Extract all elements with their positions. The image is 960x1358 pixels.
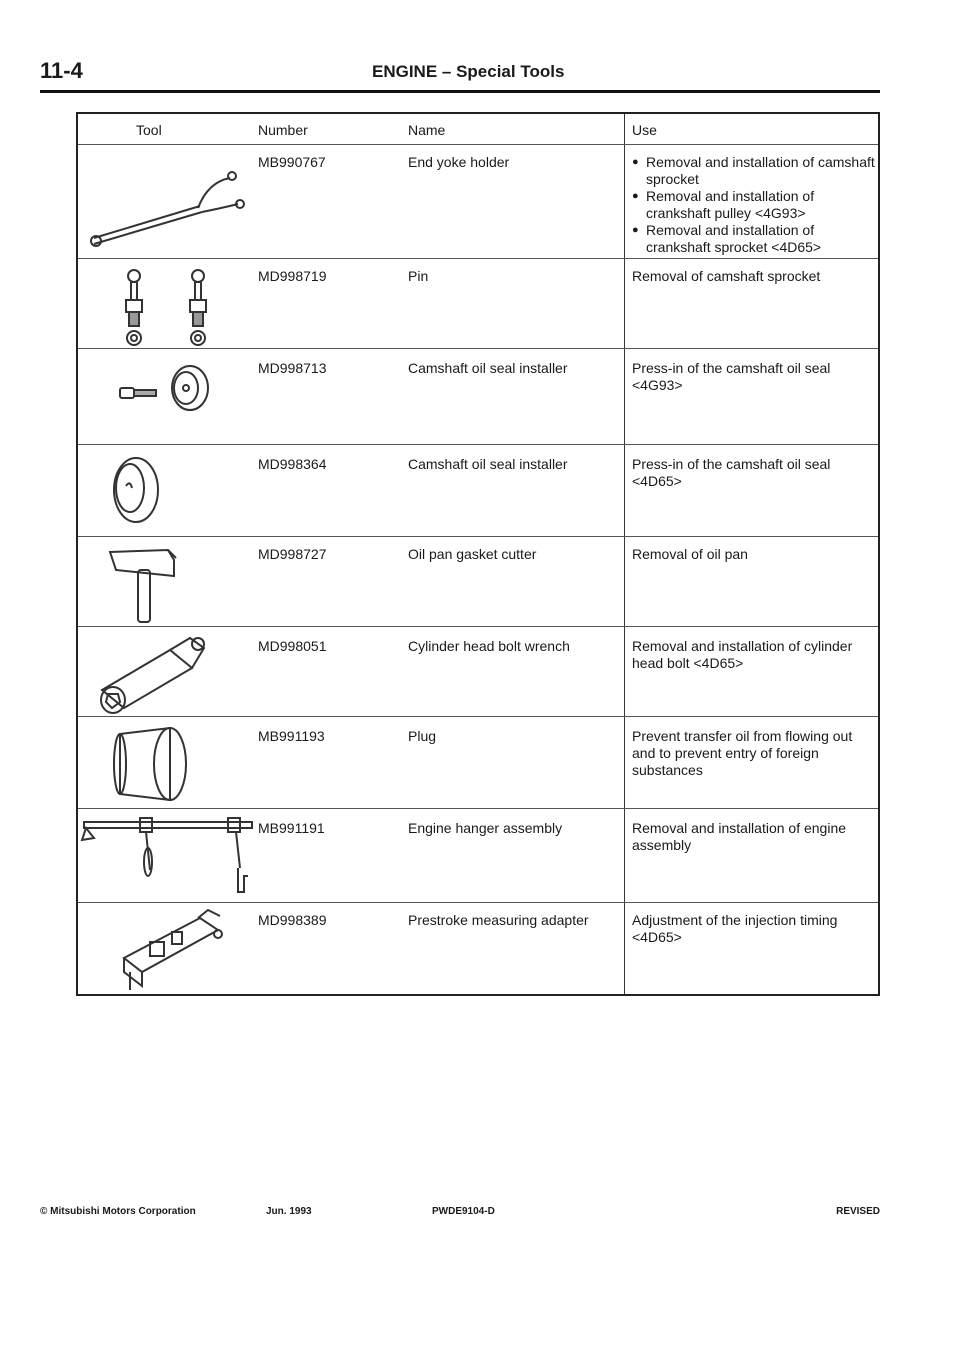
tool-use: [632, 820, 876, 854]
tool-name: Pin: [408, 268, 429, 284]
measuring-adapter-icon: [80, 906, 256, 990]
tool-use: [632, 912, 876, 946]
page-title: ENGINE – Special Tools: [372, 62, 565, 81]
engine-hanger-icon: [80, 812, 256, 896]
use-item: Removal of camshaft sprocket: [632, 268, 821, 284]
header-rule: [40, 90, 880, 93]
use-item: Removal of oil pan: [632, 546, 748, 562]
use-item: Press-in of the camshaft oil seal <4G93>: [632, 360, 831, 393]
end-yoke-holder-icon: [80, 164, 256, 248]
row-divider: [78, 536, 878, 537]
plug-icon: [80, 720, 256, 804]
socket-wrench-icon: [80, 630, 256, 714]
tool-name: Prestroke measuring adapter: [408, 912, 589, 928]
pin-icon: [80, 264, 256, 348]
header-number: Number: [258, 122, 308, 138]
tool-number: MD998364: [258, 456, 327, 472]
use-item: Adjustment of the injection timing <4D65>: [632, 912, 838, 945]
tool-number: MB991193: [258, 728, 325, 744]
tool-use: [632, 154, 876, 256]
tool-number: MB991191: [258, 820, 325, 836]
tool-use: [632, 268, 876, 285]
tool-name: End yoke holder: [408, 154, 510, 170]
tool-number: MB990767: [258, 154, 326, 170]
footer-code: PWDE9104-D: [432, 1206, 495, 1217]
tool-number: MD998713: [258, 360, 327, 376]
use-item: ● Removal and installation of crankshaft pulley <4G93>: [632, 188, 876, 222]
header-name: Name: [408, 122, 446, 138]
special-tools-table: [76, 112, 880, 996]
row-divider: [78, 808, 878, 809]
tool-number: MD998389: [258, 912, 327, 928]
use-item: Removal and installation of cylinder head bolt <4D65>: [632, 638, 853, 671]
tool-name: Camshaft oil seal installer: [408, 456, 568, 472]
page-number: 11-4: [40, 58, 83, 83]
tool-use: [632, 546, 876, 563]
tool-name: Camshaft oil seal installer: [408, 360, 568, 376]
row-divider: [78, 258, 878, 259]
oil-seal-installer-icon: [80, 354, 256, 438]
row-divider: [78, 626, 878, 627]
footer-status: REVISED: [836, 1206, 880, 1217]
tool-use: [632, 728, 876, 779]
row-divider: [78, 348, 878, 349]
use-item: Press-in of the camshaft oil seal <4D65>: [632, 456, 831, 489]
tool-name: Engine hanger assembly: [408, 820, 563, 836]
oil-seal-installer-icon: [80, 450, 256, 534]
use-item: ● Removal and installation of crankshaft sprocket <4D65>: [632, 222, 876, 256]
tool-name: Cylinder head bolt wrench: [408, 638, 570, 654]
footer-copyright: © Mitsubishi Motors Corporation: [40, 1206, 196, 1217]
use-item: Prevent transfer oil from flowing out and to prevent entry of foreign substances: [632, 728, 853, 778]
tool-use: [632, 456, 876, 490]
tool-name: Oil pan gasket cutter: [408, 546, 537, 562]
row-divider: [78, 716, 878, 717]
gasket-cutter-icon: [80, 540, 256, 624]
tool-number: MD998727: [258, 546, 327, 562]
header-use: Use: [632, 122, 657, 138]
tool-name: Plug: [408, 728, 437, 744]
use-item: ● Removal and installation of camshaft sprocket: [632, 154, 876, 188]
use-item: Removal and installation of engine assembly: [632, 820, 847, 853]
tool-use: [632, 638, 876, 672]
row-divider: [78, 444, 878, 445]
tool-use: [632, 360, 876, 394]
tool-number: MD998719: [258, 268, 327, 284]
header-divider: [78, 144, 878, 145]
column-divider: [624, 114, 625, 994]
header-tool: Tool: [136, 122, 162, 138]
tool-number: MD998051: [258, 638, 327, 654]
page-header: [40, 52, 880, 92]
row-divider: [78, 902, 878, 903]
footer-date: Jun. 1993: [266, 1206, 312, 1217]
